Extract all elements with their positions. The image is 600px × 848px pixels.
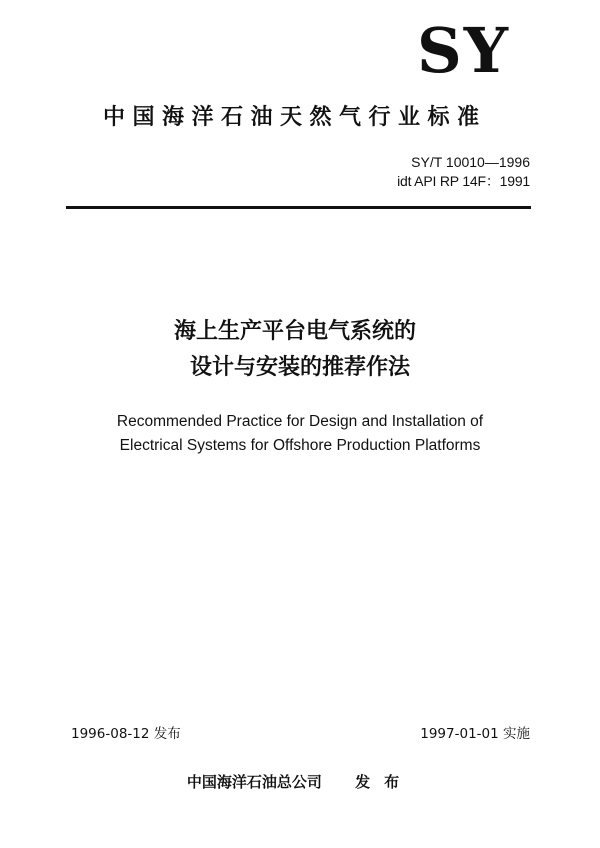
chinese-title [0, 314, 600, 386]
chinese-title-line-2: 设计与安装的推荐作法 [189, 355, 410, 380]
publisher-line [0, 771, 600, 792]
chinese-title-line-1: 海上生产平台电气系统的 [173, 319, 416, 344]
english-title [0, 410, 600, 458]
english-title-line-2: Electrical Systems for Offshore Production Platforms [119, 437, 481, 454]
english-title-line-1: Recommended Practice for Design and Installation of [116, 413, 484, 430]
industry-standard-title: 中国海洋石油天然气行业标准 [103, 105, 487, 130]
equivalent-standard: idt API RP 14F：1991 [397, 173, 530, 189]
publisher-verb: 发布 [355, 773, 414, 791]
sy-logo: SY [416, 14, 510, 87]
publisher-org: 中国海洋石油总公司 [186, 773, 322, 791]
header-rule [66, 206, 531, 209]
standard-number: SY/T 10010—1996 [411, 154, 530, 170]
implementation-date: 1997-01-01 实施 [420, 726, 530, 742]
issue-date: 1996-08-12 发布 [71, 726, 181, 742]
standard-codes [397, 153, 530, 191]
